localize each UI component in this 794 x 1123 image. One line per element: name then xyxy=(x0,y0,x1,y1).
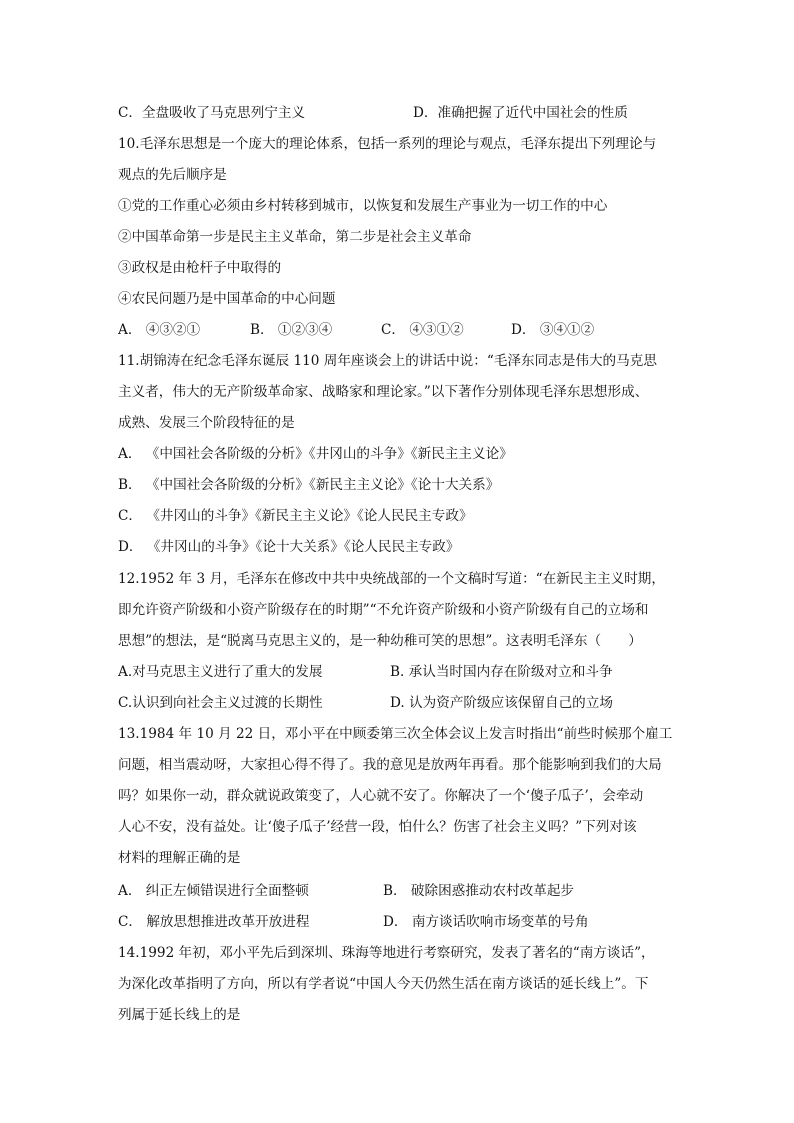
q13-stem-line-2: 问题，相当震动呀，大家担心得不得了。我的意见是放两年再看。那个能影响到我们的大局 xyxy=(118,757,662,773)
q10-option-a[interactable]: A． ④③②① xyxy=(118,322,201,338)
q11-option-c[interactable]: C． 《井冈山的斗争》《新民主主义论》《论人民民主专政》 xyxy=(118,508,473,524)
q14-stem-line-3: 列属于延长线上的是 xyxy=(118,1007,241,1023)
q14-stem-line-2: 为深化改革指明了方向，所以有学者说“中国人今天仍然生活在南方谈话的延长线上”。下 xyxy=(118,976,649,992)
q12-option-b[interactable]: B. 承认当时国内存在阶级对立和斗争 xyxy=(390,664,613,680)
q9-option-d[interactable]: D．准确把握了近代中国社会的性质 xyxy=(413,105,628,121)
q12-stem-line-3: 思想”的想法，是“脱离马克思主义的，是一种幼稚可笑的思想”。这表明毛泽东（ ） xyxy=(118,633,642,649)
q12-stem-line-2: 即允许资产阶级和小资产阶级存在的时期”“不允许资产阶级和小资产阶级有自己的立场和 xyxy=(118,602,649,618)
q9-option-c[interactable]: C．全盘吸收了马克思列宁主义 xyxy=(118,105,306,121)
q10-option-b[interactable]: B． ①②③④ xyxy=(250,322,333,338)
q13-option-b[interactable]: B． 破除困惑推动农村改革起步 xyxy=(383,883,575,899)
q13-option-a[interactable]: A． 纠正左倾错误进行全面整顿 xyxy=(118,883,309,899)
q11-option-a[interactable]: A． 《中国社会各阶级的分析》《井冈山的斗争》《新民主主义论》 xyxy=(118,446,513,462)
q12-option-c[interactable]: C.认识到向社会主义过渡的长期性 xyxy=(118,695,323,711)
q10-item-2: ②中国革命第一步是民主主义革命，第二步是社会主义革命 xyxy=(118,229,472,245)
q14-stem-line-1: 14.1992 年初，邓小平先后到深圳、珠海等地进行考察研究，发表了著名的“南方谈话”， xyxy=(118,945,655,961)
q13-stem-line-1: 13.1984 年 10 月 22 日，邓小平在中顾委第三次全体会议上发言时指出“前些时候那个雇工 xyxy=(118,726,673,742)
q11-stem-line-1: 11.胡锦涛在纪念毛泽东诞辰 110 周年座谈会上的讲话中说：“毛泽东同志是伟大的马克思 xyxy=(118,353,657,369)
q13-option-d[interactable]: D． 南方谈话吹响市场变革的号角 xyxy=(383,914,589,930)
q11-option-b[interactable]: B． 《中国社会各阶级的分析》《新民主主义论》《论十大关系》 xyxy=(118,477,500,493)
q12-option-a[interactable]: A.对马克思主义进行了重大的发展 xyxy=(118,664,323,680)
q10-option-d[interactable]: D． ③④①② xyxy=(511,322,595,338)
q10-item-3: ③政权是由枪杆子中取得的 xyxy=(118,260,282,276)
q10-stem-line-2: 观点的先后顺序是 xyxy=(118,167,227,183)
q12-stem-line-1: 12.1952 年 3 月，毛泽东在修改中共中央统战部的一个文稿时写道：“在新民主主义时期， xyxy=(118,571,665,587)
q11-stem-line-2: 主义者，伟大的无产阶级革命家、战略家和理论家。”以下著作分别体现毛泽东思想形成、 xyxy=(118,384,649,400)
q10-option-c[interactable]: C． ④③①② xyxy=(381,322,464,338)
q10-item-1: ①党的工作重心必须由乡村转移到城市，以恢复和发展生产事业为一切工作的中心 xyxy=(118,198,608,214)
q13-option-c[interactable]: C． 解放思想推进改革开放进程 xyxy=(118,914,310,930)
q11-stem-line-3: 成熟、发展三个阶段特征的是 xyxy=(118,415,295,431)
q13-stem-line-3: 吗？如果你一动，群众就说政策变了，人心就不安了。你解决了一个‘傻子瓜子’，会牵动 xyxy=(118,788,644,804)
q12-option-d[interactable]: D. 认为资产阶级应该保留自己的立场 xyxy=(390,695,613,711)
q10-stem-line-1: 10.毛泽东思想是一个庞大的理论体系，包括一系列的理论与观点，毛泽东提出下列理论与 xyxy=(118,136,657,152)
q10-item-4: ④农民问题乃是中国革命的中心问题 xyxy=(118,291,336,307)
q11-option-d[interactable]: D． 《井冈山的斗争》《论十大关系》《论人民民主专政》 xyxy=(118,539,460,555)
q13-stem-line-5: 材料的理解正确的是 xyxy=(118,850,241,866)
q13-stem-line-4: 人心不安，没有益处。让‘傻子瓜子’经营一段，怕什么？伤害了社会主义吗？”下列对该 xyxy=(118,819,637,835)
